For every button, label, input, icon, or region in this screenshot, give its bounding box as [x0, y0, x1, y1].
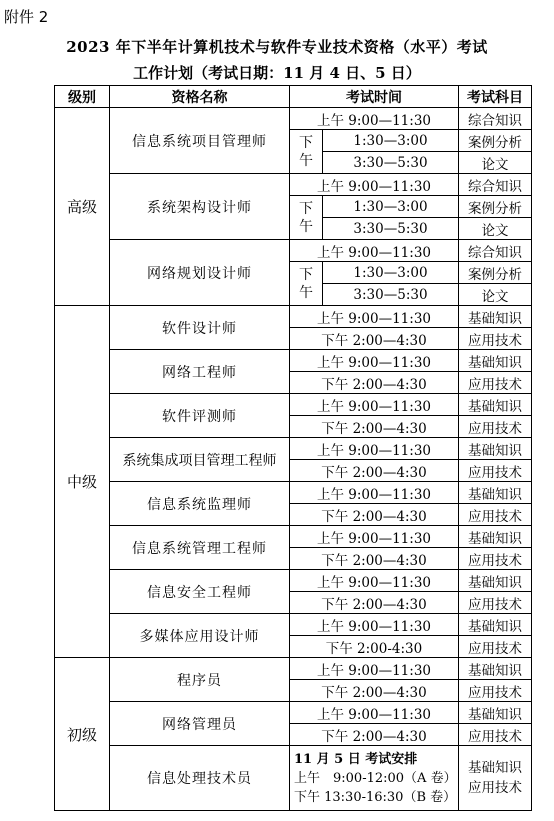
table-row: [55, 174, 532, 196]
exam-time: 上午 9:00—11:30: [290, 614, 459, 636]
table-row: [55, 394, 532, 416]
exam-time: 下午 2:00—4:30: [290, 548, 459, 570]
exam-time: 上午 9:00—11:30: [290, 394, 459, 416]
table-row: [55, 306, 532, 328]
exam-subject: 案例分析: [459, 130, 532, 152]
exam-subject: 综合知识: [459, 174, 532, 196]
exam-subject: 论文: [459, 218, 532, 240]
exam-subject: 基础知识: [459, 658, 532, 680]
notice-title: 11 月 5 日 考试安排: [294, 751, 418, 767]
table-row: [55, 658, 532, 680]
table-row: [55, 570, 532, 592]
table-row: [55, 482, 532, 504]
header-subject: 考试科目: [459, 86, 532, 108]
exam-subject: 应用技术: [459, 416, 532, 438]
exam-time: 下午 2:00—4:30: [290, 592, 459, 614]
exam-subject: 应用技术: [459, 460, 532, 482]
exam-time: 下午 2:00—4:30: [290, 328, 459, 350]
exam-time: 3:30—5:30: [323, 218, 459, 240]
exam-time: 3:30—5:30: [323, 284, 459, 306]
exam-subject: 应用技术: [459, 504, 532, 526]
exam-subject: 应用技术: [459, 372, 532, 394]
qualification-name: 信息系统监理师: [110, 482, 290, 526]
attachment-label: 附件 2: [4, 8, 49, 26]
qualification-name: 网络规划设计师: [110, 240, 290, 306]
qualification-name: 信息系统项目管理师: [110, 108, 290, 174]
exam-subject: 应用技术: [459, 724, 532, 746]
exam-subject: 基础知识: [459, 526, 532, 548]
exam-schedule-table: [54, 85, 532, 811]
exam-subject: 基础知识: [459, 438, 532, 460]
afternoon-label: 下 午: [290, 196, 323, 240]
table-row: [55, 438, 532, 460]
header-level: 级别: [55, 86, 110, 108]
header-name: 资格名称: [110, 86, 290, 108]
exam-time: 1:30—3:00: [323, 196, 459, 218]
table-row: [55, 702, 532, 724]
exam-subject: 基础知识: [459, 702, 532, 724]
exam-time: 下午 2:00—4:30: [290, 724, 459, 746]
exam-time: 下午 2:00—4:30: [290, 416, 459, 438]
exam-subject: 基础知识: [459, 350, 532, 372]
exam-time: 下午 2:00—4:30: [290, 680, 459, 702]
afternoon-label: 下 午: [290, 262, 323, 306]
exam-time: 下午 2:00—4:30: [290, 460, 459, 482]
exam-time: 下午 2:00—4:30: [290, 372, 459, 394]
qualification-name: 信息处理技术员: [110, 746, 290, 811]
notice-afternoon: 下午 13:30-16:30（B 卷）: [294, 789, 457, 805]
exam-subject: 案例分析: [459, 262, 532, 284]
exam-time: 上午 9:00—11:30: [290, 108, 459, 130]
level-junior: 初级: [55, 658, 110, 811]
exam-subject: 应用技术: [459, 548, 532, 570]
exam-time: 1:30—3:00: [323, 262, 459, 284]
table-row: [55, 526, 532, 548]
exam-subject: 基础知识: [459, 306, 532, 328]
qualification-name: 多媒体应用设计师: [110, 614, 290, 658]
exam-notice: [290, 746, 459, 811]
notice-morning: 上午 9:00-12:00（A 卷）: [294, 770, 457, 786]
exam-time: 上午 9:00—11:30: [290, 526, 459, 548]
exam-subject: [459, 746, 532, 811]
exam-time: 上午 9:00—11:30: [290, 658, 459, 680]
exam-time: 上午 9:00—11:30: [290, 350, 459, 372]
exam-time: 上午 9:00—11:30: [290, 174, 459, 196]
exam-time: 下午 2:00-4:30: [290, 636, 459, 658]
exam-subject: 应用技术: [459, 328, 532, 350]
subject-applied: 应用技术: [468, 780, 522, 796]
exam-subject: 综合知识: [459, 108, 532, 130]
exam-time: 上午 9:00—11:30: [290, 570, 459, 592]
qualification-name: 信息安全工程师: [110, 570, 290, 614]
table-row: [55, 240, 532, 262]
qualification-name: 信息系统管理工程师: [110, 526, 290, 570]
exam-time: 上午 9:00—11:30: [290, 438, 459, 460]
exam-subject: 综合知识: [459, 240, 532, 262]
qualification-name: 系统集成项目管理工程师: [110, 438, 290, 482]
exam-subject: 基础知识: [459, 570, 532, 592]
exam-subject: 基础知识: [459, 614, 532, 636]
exam-time: 上午 9:00—11:30: [290, 306, 459, 328]
exam-subject: 应用技术: [459, 636, 532, 658]
afternoon-label: 下 午: [290, 130, 323, 174]
exam-subject: 基础知识: [459, 482, 532, 504]
document-title: 2023 年下半年计算机技术与软件专业技术资格（水平）考试: [66, 38, 488, 56]
exam-time: 上午 9:00—11:30: [290, 702, 459, 724]
level-senior: 高级: [55, 108, 110, 306]
qualification-name: 软件设计师: [110, 306, 290, 350]
exam-time: 3:30—5:30: [323, 152, 459, 174]
table-header-row: [55, 86, 532, 108]
exam-subject: 论文: [459, 152, 532, 174]
exam-subject: 论文: [459, 284, 532, 306]
exam-subject: 基础知识: [459, 394, 532, 416]
qualification-name: 网络工程师: [110, 350, 290, 394]
qualification-name: 网络管理员: [110, 702, 290, 746]
level-middle: 中级: [55, 306, 110, 658]
exam-subject: 应用技术: [459, 592, 532, 614]
exam-time: 1:30—3:00: [323, 130, 459, 152]
table-row: [55, 350, 532, 372]
exam-time: 下午 2:00—4:30: [290, 504, 459, 526]
exam-subject: 案例分析: [459, 196, 532, 218]
table-row: [55, 108, 532, 130]
exam-time: 上午 9:00—11:30: [290, 240, 459, 262]
subject-basic: 基础知识: [468, 760, 522, 776]
qualification-name: 程序员: [110, 658, 290, 702]
table-row: [55, 614, 532, 636]
qualification-name: 软件评测师: [110, 394, 290, 438]
header-time: 考试时间: [290, 86, 459, 108]
exam-time: 上午 9:00—11:30: [290, 482, 459, 504]
document-subtitle: 工作计划（考试日期：11 月 4 日、5 日）: [133, 64, 421, 82]
qualification-name: 系统架构设计师: [110, 174, 290, 240]
table-row: [55, 746, 532, 811]
exam-subject: 应用技术: [459, 680, 532, 702]
